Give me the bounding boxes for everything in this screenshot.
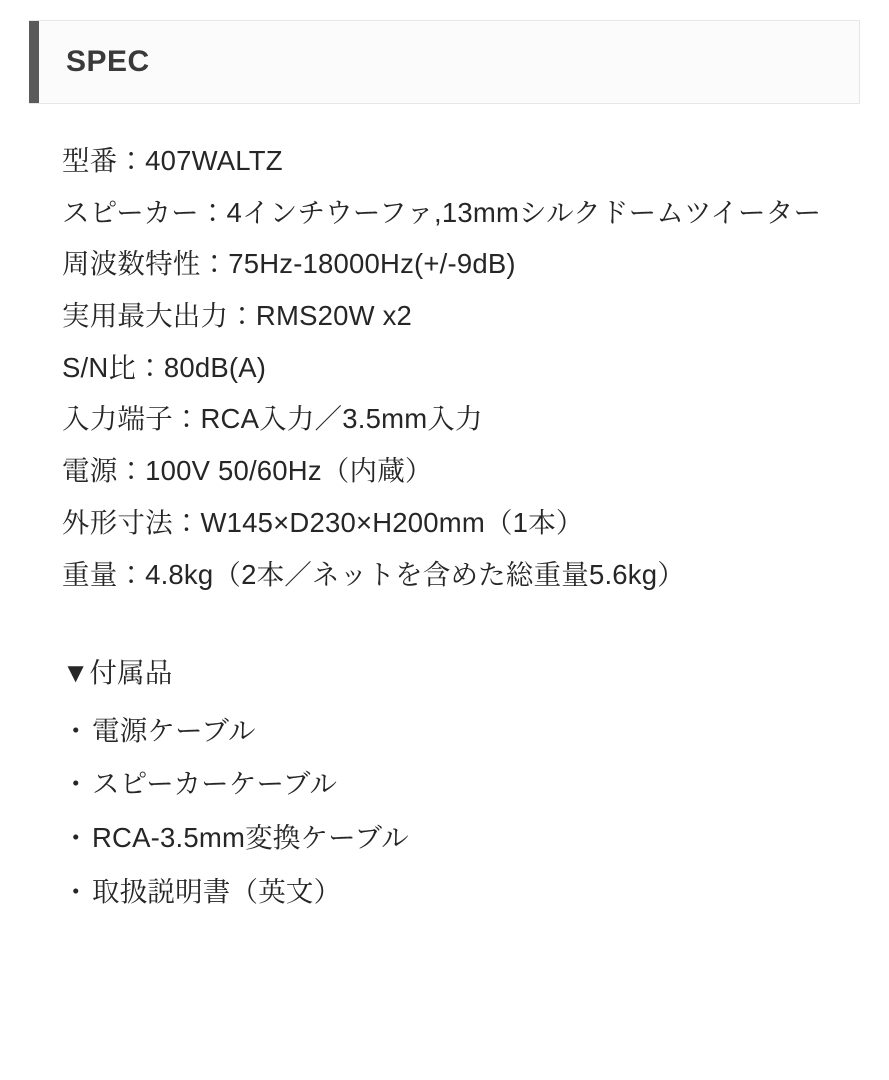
spec-line-speaker: スピーカー：4インチウーファ,13mmシルクドームツイーター (62, 196, 822, 228)
bullet-marker: ・ (62, 714, 90, 746)
list-item-label: 取扱説明書（英文） (92, 875, 342, 907)
bullet-marker: ・ (62, 875, 90, 907)
spec-line-input-terminals: 入力端子：RCA入力／3.5mm入力 (62, 403, 483, 435)
spec-line-dimensions: 外形寸法：W145×D230×H200mm（1本） (62, 506, 584, 538)
bullet-marker: ・ (62, 822, 90, 854)
spec-line-model: 型番：407WALTZ (62, 145, 283, 176)
list-item-label: RCA-3.5mm変換ケーブル (92, 822, 409, 854)
spec-line-max-output: 実用最大出力：RMS20W x2 (62, 300, 413, 332)
spec-line-power: 電源：100V 50/60Hz（内蔵） (62, 455, 433, 487)
spec-line-frequency-response: 周波数特性：75Hz-18000Hz(+/-9dB) (62, 248, 516, 280)
spec-line-snr: S/N比：80dB(A) (62, 351, 267, 383)
list-item (62, 811, 844, 865)
accessories-section (62, 646, 844, 918)
list-item (62, 704, 844, 758)
list-item (62, 865, 844, 919)
page-title: SPEC (66, 45, 150, 78)
spec-header (29, 20, 860, 104)
spec-line-weight: 重量：4.8kg（2本／ネットを含めた総重量5.6kg） (62, 558, 685, 590)
list-item-label: 電源ケーブル (92, 714, 256, 746)
list-item (62, 757, 844, 811)
list-item-label: スピーカーケーブル (92, 768, 338, 800)
accessories-list (62, 704, 844, 919)
header-accent-bar (29, 21, 39, 103)
bullet-marker: ・ (62, 768, 90, 800)
spec-list (62, 135, 844, 600)
accessories-heading: ▼付属品 (62, 657, 173, 689)
